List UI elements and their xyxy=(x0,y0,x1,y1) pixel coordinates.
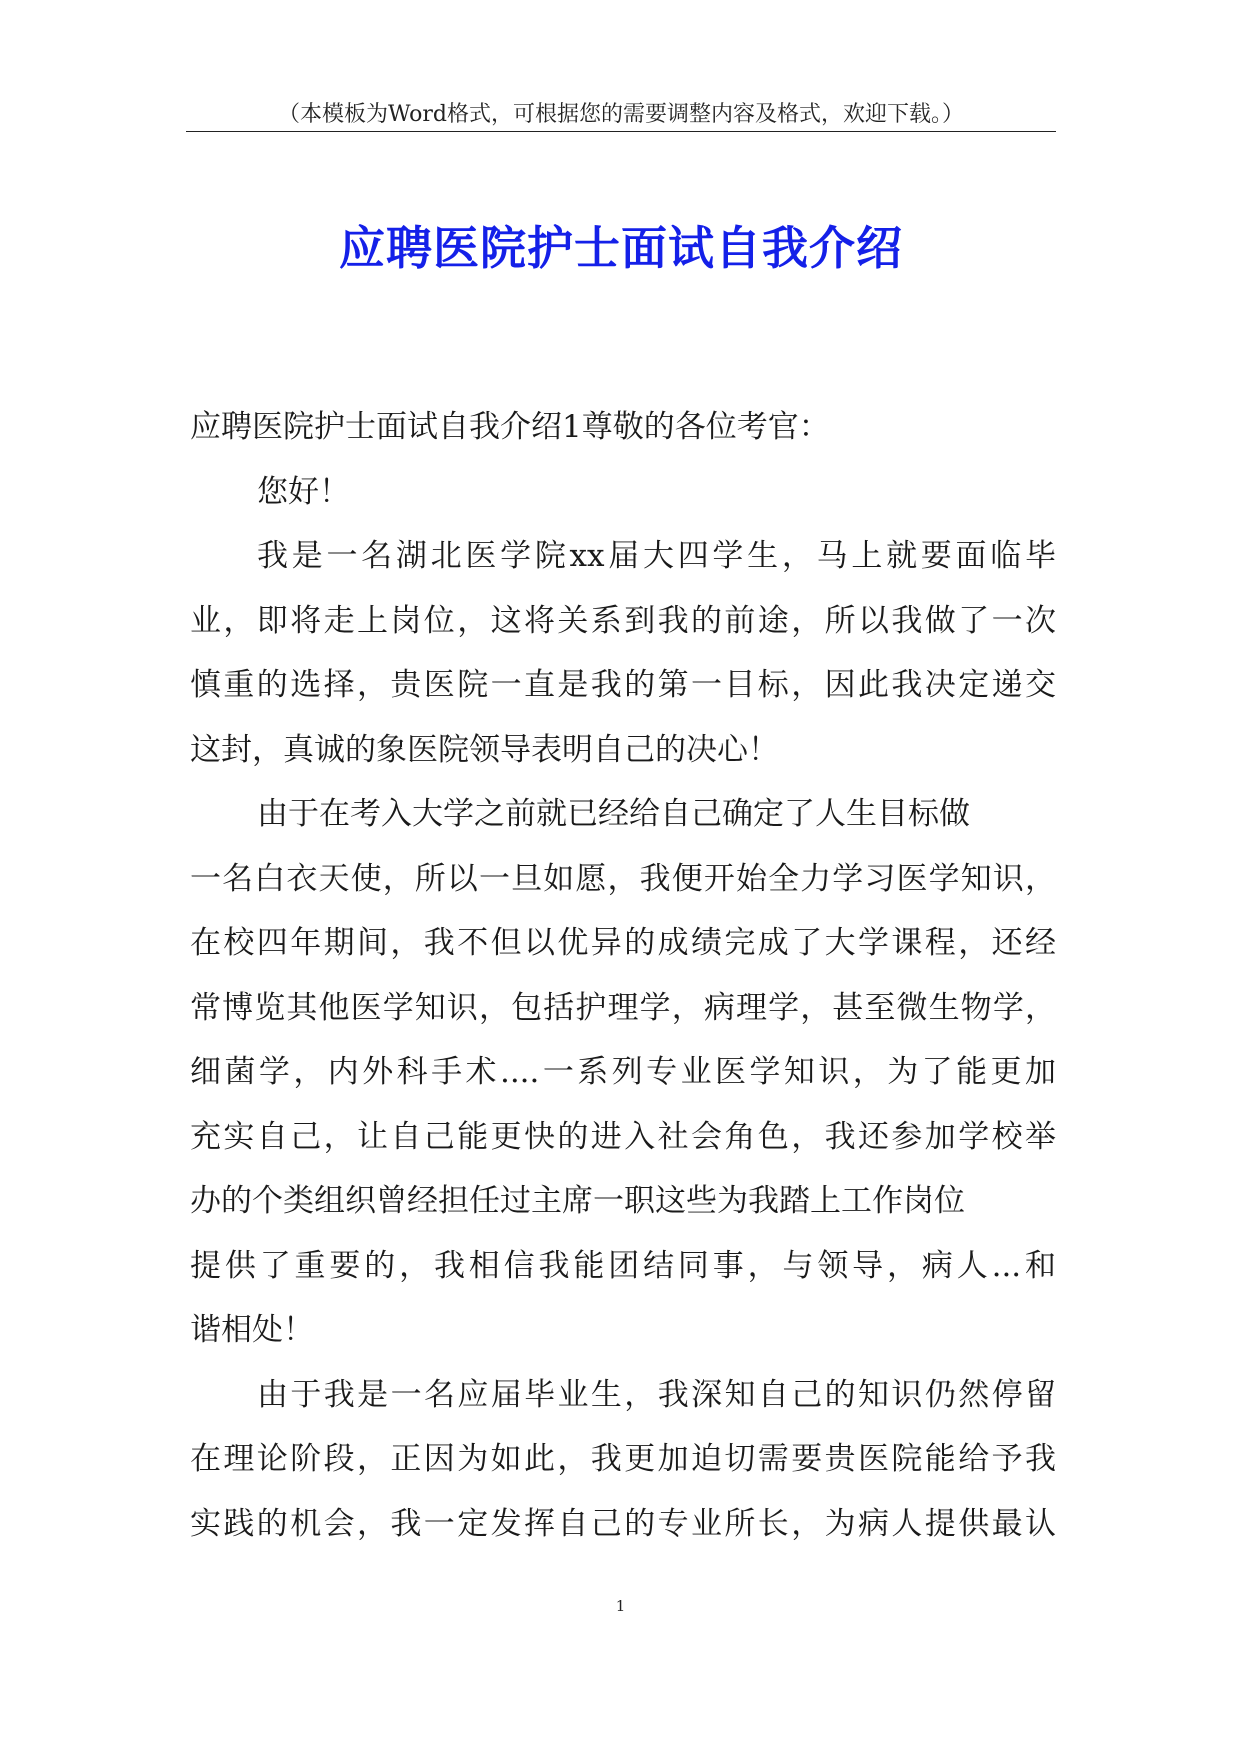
body-line: 提供了重要的，我相信我能团结同事，与领导，病人...和 xyxy=(190,1247,1056,1284)
body-line: 由于我是一名应届毕业生，我深知自己的知识仍然停留 xyxy=(257,1376,1056,1413)
body-line: 谐相处！ xyxy=(190,1312,314,1348)
template-header-note: （本模板为Word格式，可根据您的需要调整内容及格式，欢迎下载。） xyxy=(278,102,964,127)
body-line: 慎重的选择，贵医院一直是我的第一目标，因此我决定递交 xyxy=(190,667,1056,703)
page-number: 1 xyxy=(615,1597,626,1615)
body-line: 我是一名湖北医学院xx届大四学生，马上就要面临毕 xyxy=(257,538,1056,574)
body-line: 这封，真诚的象医院领导表明自己的决心！ xyxy=(190,731,779,768)
body-line: 业，即将走上岗位，这将关系到我的前途，所以我做了一次 xyxy=(190,602,1056,639)
body-line: 由于在考入大学之前就已经给自己确定了人生目标做 xyxy=(257,796,970,832)
body-line: 在理论阶段，正因为如此，我更加迫切需要贵医院能给予我 xyxy=(190,1441,1056,1477)
body-line: 细菌学，内外科手术....一系列专业医学知识，为了能更加 xyxy=(190,1054,1056,1090)
body-line: 一名白衣天使，所以一旦如愿，我便开始全力学习医学知识， xyxy=(190,860,1056,897)
header-divider xyxy=(186,131,1056,132)
document-title: 应聘医院护士面试自我介绍 xyxy=(339,221,903,275)
body-line: 在校四年期间，我不但以优异的成绩完成了大学课程，还经 xyxy=(190,925,1056,961)
body-line: 实践的机会，我一定发挥自己的专业所长，为病人提供最认 xyxy=(190,1505,1056,1542)
body-text xyxy=(190,395,1056,1556)
body-line: 充实自己，让自己能更快的进入社会角色，我还参加学校举 xyxy=(190,1118,1056,1155)
body-line: 办的个类组织曾经担任过主席一职这些为我踏上工作岗位 xyxy=(190,1183,965,1219)
body-line: 您好！ xyxy=(257,473,350,510)
body-line: 常博览其他医学知识，包括护理学，病理学，甚至微生物学， xyxy=(190,989,1056,1026)
body-line: 应聘医院护士面试自我介绍1尊敬的各位考官： xyxy=(190,409,830,445)
